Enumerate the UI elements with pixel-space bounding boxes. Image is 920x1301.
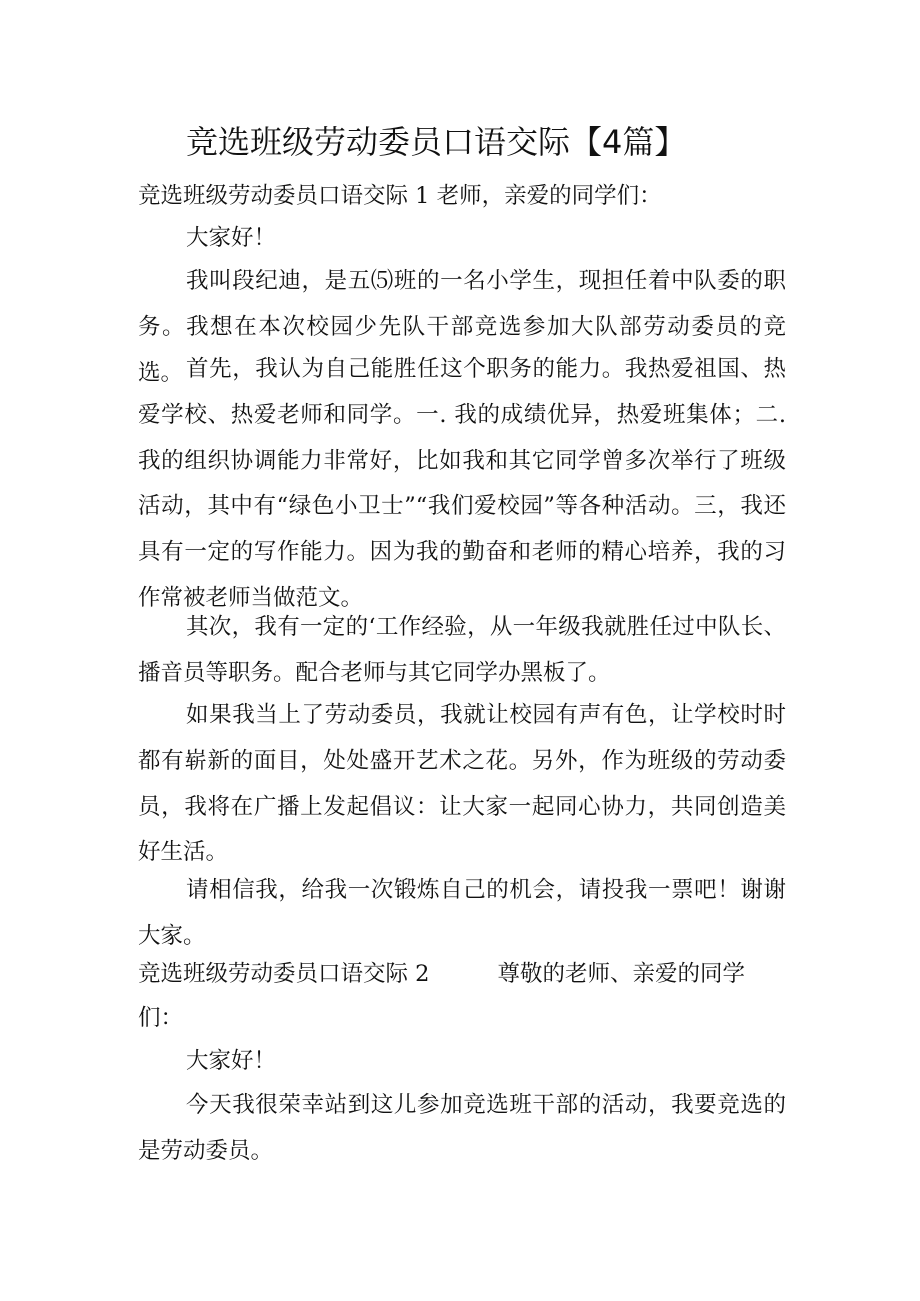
paragraph-experience: 其次，我有一定的‘工作经验，从一年级我就胜任过中队长、播音员等职务。配合老师与其它同学办黑板了。: [138, 614, 786, 686]
paragraph-introduction: 我叫段纪迪，是五⑸班的一名小学生，现担任着中队委的职务。我想在本次校园少先队干部竞选参加大队部劳动委员的竞选。: [138, 268, 786, 386]
paragraph-greeting-1: 大家好！: [186, 225, 277, 251]
paragraph-greeting-2: 大家好！: [186, 1048, 277, 1074]
section-2-heading-continued: 们：: [138, 1005, 184, 1031]
section-1-heading: 竞选班级劳动委员口语交际 1 老师，亲爱的同学们：: [138, 183, 662, 209]
paragraph-opening-2: 今天我很荣幸站到这儿参加竞选班干部的活动，我要竞选的是劳动委员。: [138, 1092, 786, 1164]
paragraph-abilities: 首先，我认为自己能胜任这个职务的能力。我热爱祖国、热爱学校、热爱老师和同学。一. 我的成绩优异，热爱班集体；二. 我的组织协调能力非常好，比如我和其它同学曾多次举行了班级活动，其中有“绿色小卫士”“我们爱校园”等各种活动。三，我还具有一定的写作能力。因为我的勤奋和老师的精心培养，我的习作常被老师当做范文。: [138, 356, 786, 611]
section-2-heading: [138, 952, 786, 998]
paragraph-plans: 如果我当上了劳动委员，我就让校园有声有色，让学校时时都有崭新的面目，处处盛开艺术之花。另外，作为班级的劳动委员，我将在广播上发起倡议：让大家一起同心协力，共同创造美好生活。: [138, 702, 786, 866]
document-title: 竞选班级劳动委员口语交际【4篇】: [186, 123, 687, 161]
section-2-heading-salutation: 尊敬的老师、亲爱的同学: [497, 961, 745, 987]
section-2-heading-title: 竞选班级劳动委员口语交际 2: [138, 961, 430, 987]
paragraph-closing: 请相信我，给我一次锻炼自己的机会，请投我一票吧！谢谢大家。: [138, 877, 786, 949]
